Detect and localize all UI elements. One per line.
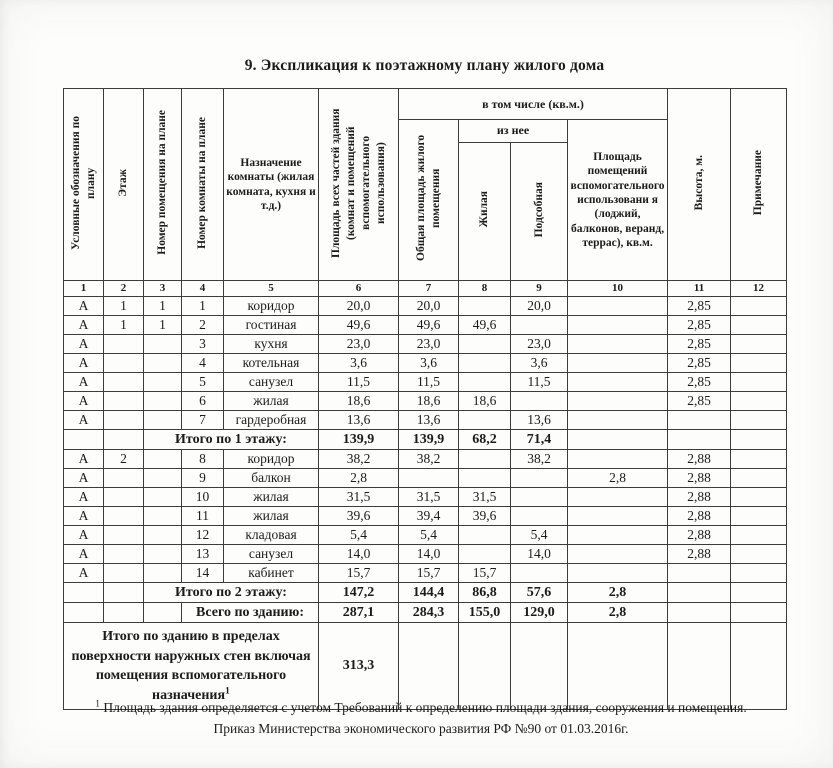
cell-living: 86,8	[459, 583, 511, 603]
cell-floor	[104, 411, 144, 430]
cell-symbol: А	[64, 564, 104, 583]
cell-purpose: коридор	[224, 450, 319, 469]
cell-note	[731, 507, 787, 526]
cell-note	[731, 488, 787, 507]
cell-symbol: А	[64, 392, 104, 411]
cell-living-total: 139,9	[399, 430, 459, 450]
cell-height: 2,88	[668, 526, 731, 545]
cell-total-area: 23,0	[319, 335, 399, 354]
cell-premise-number	[144, 603, 182, 623]
header-note-label: Примечание	[752, 149, 765, 216]
header-of-it-group: из нее	[459, 120, 568, 143]
cell-auxiliary: 129,0	[511, 603, 568, 623]
column-number: 5	[224, 281, 319, 297]
table-row	[64, 545, 787, 564]
cell-aux-area	[568, 373, 668, 392]
cell-total-area: 49,6	[319, 316, 399, 335]
cell-floor: 2	[104, 450, 144, 469]
header-symbol	[64, 89, 104, 281]
cell-height: 2,88	[668, 488, 731, 507]
footnote-text: Площадь здания определяется с учетом Требований к определению площади здания, сооружения и помещения. Приказ Министерства экономического развития РФ №90 от 01.03.2016г.	[103, 700, 747, 736]
row-label: Итого по 2 этажу:	[144, 583, 319, 603]
cell-premise-number	[144, 526, 182, 545]
cell-note	[731, 392, 787, 411]
row-label: Всего по зданию:	[182, 603, 319, 623]
column-number: 10	[568, 281, 668, 297]
cell-living-total: 13,6	[399, 411, 459, 430]
cell-total-area: 15,7	[319, 564, 399, 583]
subtotal-row	[64, 583, 787, 603]
column-number: 12	[731, 281, 787, 297]
cell-height	[668, 583, 731, 603]
cell-living-total: 144,4	[399, 583, 459, 603]
cell-living	[459, 373, 511, 392]
cell-aux-area	[568, 316, 668, 335]
column-number: 1	[64, 281, 104, 297]
cell-floor	[104, 564, 144, 583]
cell-living-total: 18,6	[399, 392, 459, 411]
cell-auxiliary: 57,6	[511, 583, 568, 603]
column-number: 3	[144, 281, 182, 297]
cell-purpose: кухня	[224, 335, 319, 354]
cell-living-total: 20,0	[399, 297, 459, 316]
cell-premise-number	[144, 507, 182, 526]
cell-floor	[104, 354, 144, 373]
table-row	[64, 564, 787, 583]
cell-aux-area: 2,8	[568, 603, 668, 623]
cell-total-area: 38,2	[319, 450, 399, 469]
cell-room-number: 9	[182, 469, 224, 488]
footnote-mark: 1	[95, 699, 100, 710]
cell-symbol: А	[64, 545, 104, 564]
cell-floor	[104, 603, 144, 623]
cell-total-area: 18,6	[319, 392, 399, 411]
cell-purpose: котельная	[224, 354, 319, 373]
cell-premise-number	[144, 450, 182, 469]
header-room-number	[182, 89, 224, 281]
cell-aux-area	[568, 488, 668, 507]
header-auxiliary-label: Подсобная	[532, 181, 545, 237]
cell-auxiliary: 3,6	[511, 354, 568, 373]
cell-height	[668, 430, 731, 450]
cell-living	[459, 545, 511, 564]
header-height-label: Высота, м.	[692, 154, 705, 211]
header-premise-number	[144, 89, 182, 281]
cell-living-total: 23,0	[399, 335, 459, 354]
cell-auxiliary: 23,0	[511, 335, 568, 354]
cell-height: 2,88	[668, 545, 731, 564]
cell-note	[731, 316, 787, 335]
cell-premise-number	[144, 335, 182, 354]
header-living-label: Жилая	[478, 191, 491, 228]
header-living-total-label: Общая площадь жилого помещения	[414, 134, 442, 262]
cell-note	[731, 450, 787, 469]
cell-aux-area	[568, 335, 668, 354]
cell-note	[731, 564, 787, 583]
cell-total-area: 147,2	[319, 583, 399, 603]
cell-auxiliary	[511, 564, 568, 583]
cell-height: 2,88	[668, 450, 731, 469]
cell-living	[459, 335, 511, 354]
cell-room-number: 2	[182, 316, 224, 335]
cell-total-area: 2,8	[319, 469, 399, 488]
cell-living	[459, 526, 511, 545]
cell-aux-area	[568, 526, 668, 545]
cell-premise-number: 1	[144, 316, 182, 335]
cell-living-total: 15,7	[399, 564, 459, 583]
cell-purpose: коридор	[224, 297, 319, 316]
cell-auxiliary	[511, 507, 568, 526]
cell-auxiliary: 5,4	[511, 526, 568, 545]
table-row	[64, 488, 787, 507]
header-living	[459, 142, 511, 281]
cell-height: 2,88	[668, 469, 731, 488]
header-total-area	[319, 89, 399, 281]
column-number: 7	[399, 281, 459, 297]
cell-floor	[104, 488, 144, 507]
cell-room-number: 1	[182, 297, 224, 316]
cell-premise-number	[144, 564, 182, 583]
cell-living	[459, 450, 511, 469]
cell-auxiliary: 71,4	[511, 430, 568, 450]
cell-living: 15,7	[459, 564, 511, 583]
header-floor	[104, 89, 144, 281]
cell-living-total: 49,6	[399, 316, 459, 335]
cell-note	[731, 603, 787, 623]
header-premise-number-label: Номер помещения на плане	[156, 110, 169, 255]
table-row	[64, 411, 787, 430]
cell-symbol: А	[64, 526, 104, 545]
cell-aux-area	[568, 564, 668, 583]
cell-total-area: 13,6	[319, 411, 399, 430]
table-body	[64, 297, 787, 710]
table-row	[64, 450, 787, 469]
cell-total-area: 5,4	[319, 526, 399, 545]
header-room-number-label: Номер комнаты на плане	[196, 116, 209, 249]
cell-purpose: жилая	[224, 488, 319, 507]
cell-living-total: 14,0	[399, 545, 459, 564]
cell-total-area: 20,0	[319, 297, 399, 316]
cell-aux-area	[568, 430, 668, 450]
cell-total-area: 14,0	[319, 545, 399, 564]
cell-note	[731, 297, 787, 316]
cell-living-total: 39,4	[399, 507, 459, 526]
cell-floor	[104, 526, 144, 545]
cell-note	[731, 430, 787, 450]
footnote	[76, 698, 766, 740]
cell-premise-number	[144, 392, 182, 411]
cell-total-area: 11,5	[319, 373, 399, 392]
cell-auxiliary: 11,5	[511, 373, 568, 392]
cell-room-number: 11	[182, 507, 224, 526]
cell-purpose: балкон	[224, 469, 319, 488]
header-symbol-label: Условные обозначения по плану	[69, 115, 97, 250]
grand-total-row	[64, 623, 787, 710]
cell-room-number: 6	[182, 392, 224, 411]
cell-height: 2,85	[668, 354, 731, 373]
cell-aux-area	[568, 354, 668, 373]
cell-premise-number	[144, 469, 182, 488]
table-row	[64, 507, 787, 526]
cell-symbol: А	[64, 507, 104, 526]
cell-aux-area	[568, 623, 668, 710]
subtotal-row	[64, 603, 787, 623]
header-floor-label: Этаж	[117, 168, 130, 197]
cell-floor	[104, 392, 144, 411]
cell-symbol: А	[64, 469, 104, 488]
cell-living-total	[399, 469, 459, 488]
cell-living: 155,0	[459, 603, 511, 623]
subtotal-row	[64, 430, 787, 450]
cell-floor	[104, 373, 144, 392]
cell-floor	[104, 583, 144, 603]
cell-living: 18,6	[459, 392, 511, 411]
cell-living	[459, 623, 511, 710]
cell-floor	[104, 469, 144, 488]
cell-aux-area	[568, 297, 668, 316]
header-height	[668, 89, 731, 281]
cell-living-total: 11,5	[399, 373, 459, 392]
cell-room-number: 8	[182, 450, 224, 469]
cell-auxiliary	[511, 488, 568, 507]
cell-floor	[104, 335, 144, 354]
cell-living: 49,6	[459, 316, 511, 335]
cell-total-area: 313,3	[319, 623, 399, 710]
cell-living-total: 5,4	[399, 526, 459, 545]
header-purpose-label: Назначение комнаты (жилая комната, кухня и т.д.)	[226, 156, 316, 213]
header-including-group: в том числе (кв.м.)	[399, 89, 668, 120]
cell-living-total: 31,5	[399, 488, 459, 507]
column-number: 6	[319, 281, 399, 297]
cell-height	[668, 564, 731, 583]
cell-living-total	[399, 623, 459, 710]
table-row	[64, 335, 787, 354]
cell-height: 2,88	[668, 507, 731, 526]
cell-room-number: 3	[182, 335, 224, 354]
cell-note	[731, 623, 787, 710]
cell-aux-area	[568, 411, 668, 430]
cell-living	[459, 354, 511, 373]
cell-room-number: 7	[182, 411, 224, 430]
cell-symbol: А	[64, 297, 104, 316]
header-aux-premises-label: Площадь помещений вспомогательного использовани я (лоджий, балконов, веранд, террас), кв.м.	[570, 150, 665, 250]
cell-purpose: гостиная	[224, 316, 319, 335]
cell-living: 68,2	[459, 430, 511, 450]
cell-premise-number	[144, 354, 182, 373]
cell-living-total: 38,2	[399, 450, 459, 469]
cell-auxiliary: 38,2	[511, 450, 568, 469]
cell-symbol	[64, 430, 104, 450]
cell-floor: 1	[104, 316, 144, 335]
cell-purpose: санузел	[224, 545, 319, 564]
table-row	[64, 469, 787, 488]
cell-note	[731, 469, 787, 488]
cell-auxiliary	[511, 392, 568, 411]
cell-aux-area	[568, 507, 668, 526]
cell-living-total: 3,6	[399, 354, 459, 373]
cell-floor	[104, 507, 144, 526]
cell-living-total: 284,3	[399, 603, 459, 623]
cell-living	[459, 469, 511, 488]
column-number: 8	[459, 281, 511, 297]
cell-room-number: 4	[182, 354, 224, 373]
table-row	[64, 297, 787, 316]
cell-total-area: 139,9	[319, 430, 399, 450]
cell-symbol: А	[64, 373, 104, 392]
cell-height	[668, 623, 731, 710]
cell-premise-number	[144, 411, 182, 430]
explication-table	[63, 88, 787, 710]
cell-purpose: гардеробная	[224, 411, 319, 430]
cell-note	[731, 526, 787, 545]
cell-floor: 1	[104, 297, 144, 316]
header-auxiliary	[511, 142, 568, 281]
table-row	[64, 373, 787, 392]
cell-height: 2,85	[668, 297, 731, 316]
row-label: Итого по зданию в пределах поверхности наружных стен включая помещения вспомогательного назначения$^1$	[64, 623, 319, 710]
cell-auxiliary: 20,0	[511, 297, 568, 316]
cell-floor	[104, 430, 144, 450]
cell-symbol: А	[64, 488, 104, 507]
cell-living	[459, 297, 511, 316]
column-number: 2	[104, 281, 144, 297]
cell-auxiliary: 13,6	[511, 411, 568, 430]
cell-note	[731, 373, 787, 392]
header-total-area-label: Площадь всех частей здания (комнат и помещений вспомогательного использования)	[329, 107, 387, 258]
cell-purpose: жилая	[224, 507, 319, 526]
cell-height: 2,85	[668, 392, 731, 411]
cell-premise-number	[144, 373, 182, 392]
cell-height: 2,85	[668, 335, 731, 354]
cell-room-number: 12	[182, 526, 224, 545]
cell-height: 2,85	[668, 316, 731, 335]
cell-height	[668, 411, 731, 430]
cell-living: 31,5	[459, 488, 511, 507]
cell-auxiliary: 14,0	[511, 545, 568, 564]
cell-room-number: 10	[182, 488, 224, 507]
cell-purpose: кабинет	[224, 564, 319, 583]
header-purpose	[224, 89, 319, 281]
cell-symbol: А	[64, 411, 104, 430]
table-row	[64, 392, 787, 411]
cell-total-area: 31,5	[319, 488, 399, 507]
column-number: 9	[511, 281, 568, 297]
table-row	[64, 526, 787, 545]
cell-note	[731, 583, 787, 603]
cell-symbol: А	[64, 316, 104, 335]
cell-auxiliary	[511, 469, 568, 488]
column-numbers-row	[64, 281, 787, 297]
table-row	[64, 316, 787, 335]
cell-auxiliary	[511, 316, 568, 335]
cell-living	[459, 411, 511, 430]
cell-note	[731, 411, 787, 430]
page-title: 9. Экспликация к поэтажному плану жилого дома	[244, 57, 605, 74]
cell-height	[668, 603, 731, 623]
column-number: 4	[182, 281, 224, 297]
cell-premise-number	[144, 545, 182, 564]
cell-aux-area: 2,8	[568, 583, 668, 603]
cell-height: 2,85	[668, 373, 731, 392]
column-number: 11	[668, 281, 731, 297]
cell-living: 39,6	[459, 507, 511, 526]
cell-room-number: 5	[182, 373, 224, 392]
cell-total-area: 3,6	[319, 354, 399, 373]
cell-symbol	[64, 583, 104, 603]
cell-premise-number: 1	[144, 297, 182, 316]
cell-note	[731, 335, 787, 354]
header-note	[731, 89, 787, 281]
cell-total-area: 39,6	[319, 507, 399, 526]
cell-note	[731, 354, 787, 373]
cell-total-area: 287,1	[319, 603, 399, 623]
cell-auxiliary	[511, 623, 568, 710]
cell-purpose: кладовая	[224, 526, 319, 545]
cell-aux-area	[568, 450, 668, 469]
cell-room-number: 13	[182, 545, 224, 564]
cell-symbol: А	[64, 450, 104, 469]
cell-premise-number	[144, 488, 182, 507]
cell-purpose: жилая	[224, 392, 319, 411]
footnote-ref: 1	[225, 685, 230, 697]
cell-symbol: А	[64, 354, 104, 373]
cell-symbol: А	[64, 335, 104, 354]
table-row	[64, 354, 787, 373]
cell-symbol	[64, 603, 104, 623]
cell-purpose: санузел	[224, 373, 319, 392]
cell-floor	[104, 545, 144, 564]
cell-note	[731, 545, 787, 564]
cell-aux-area	[568, 392, 668, 411]
cell-aux-area	[568, 545, 668, 564]
row-label: Итого по 1 этажу:	[144, 430, 319, 450]
cell-room-number: 14	[182, 564, 224, 583]
header-aux-premises	[568, 120, 668, 281]
cell-aux-area: 2,8	[568, 469, 668, 488]
header-living-total	[399, 120, 459, 281]
